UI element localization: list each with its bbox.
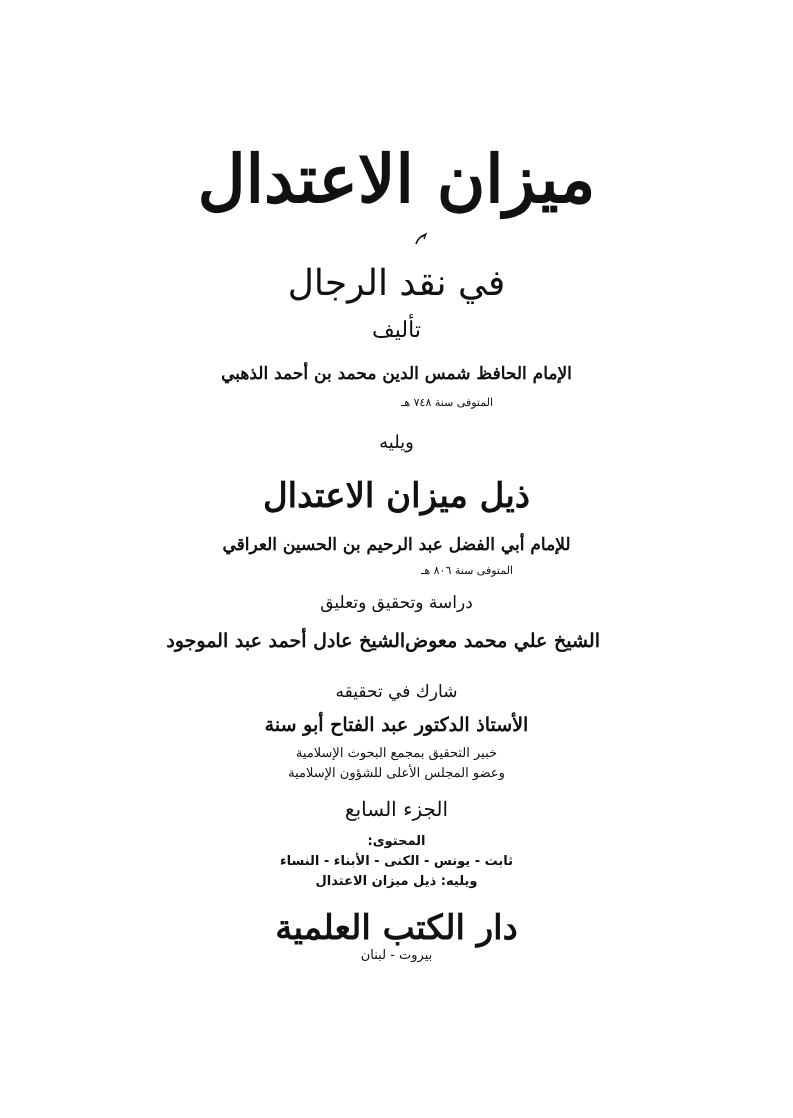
- study-label: دراسة وتحقيق وتعليق: [320, 593, 473, 613]
- appendix-author: للإمام أبي الفضل عبد الرحيم بن الحسين العراقي: [222, 535, 571, 555]
- book-title: ميزان الاعتدال: [197, 140, 596, 218]
- editor-1: الشيخ علي محمد معوض: [405, 630, 600, 652]
- professor-name: الأستاذ الدكتور عبد الفتاح أبو سنة: [264, 714, 529, 736]
- appendix-title: ذيل ميزان الاعتدال: [262, 476, 531, 516]
- publisher-name: دار الكتب العلمية: [275, 908, 518, 948]
- volume-label: الجزء السابع: [344, 797, 449, 821]
- professor-role-2: وعضو المجلس الأعلى للشؤون الإسلامية: [288, 766, 505, 781]
- contents-block: [0, 832, 793, 892]
- participated-label: شارك في تحقيقه: [335, 682, 458, 702]
- publisher-location: بيروت - لبنان: [360, 948, 433, 963]
- author-death-date: المتوفى سنة ٧٤٨ هـ: [401, 396, 493, 409]
- professor-role-1: خبير التحقيق بمجمع البحوث الإسلامية: [295, 746, 498, 761]
- editors: [166, 630, 600, 652]
- contents-appendix: ويليه: ذيل ميزان الاعتدال: [315, 874, 478, 890]
- contents-label: المحتوى:: [367, 834, 426, 849]
- ornament-icon: [414, 232, 428, 246]
- editor-2: الشيخ عادل أحمد عبد الموجود: [166, 630, 406, 652]
- author-label: تأليف: [372, 318, 421, 343]
- book-subtitle: في نقد الرجال: [287, 263, 506, 304]
- followed-by-label: ويليه: [379, 432, 414, 453]
- author-name: الإمام الحافظ شمس الدين محمد بن أحمد الذهبي: [221, 364, 572, 384]
- appendix-death-date: المتوفى سنة ٨٠٦ هـ: [421, 564, 513, 577]
- contents-list: ثابت - يونس - الكنى - الأبناء - النساء: [279, 854, 514, 870]
